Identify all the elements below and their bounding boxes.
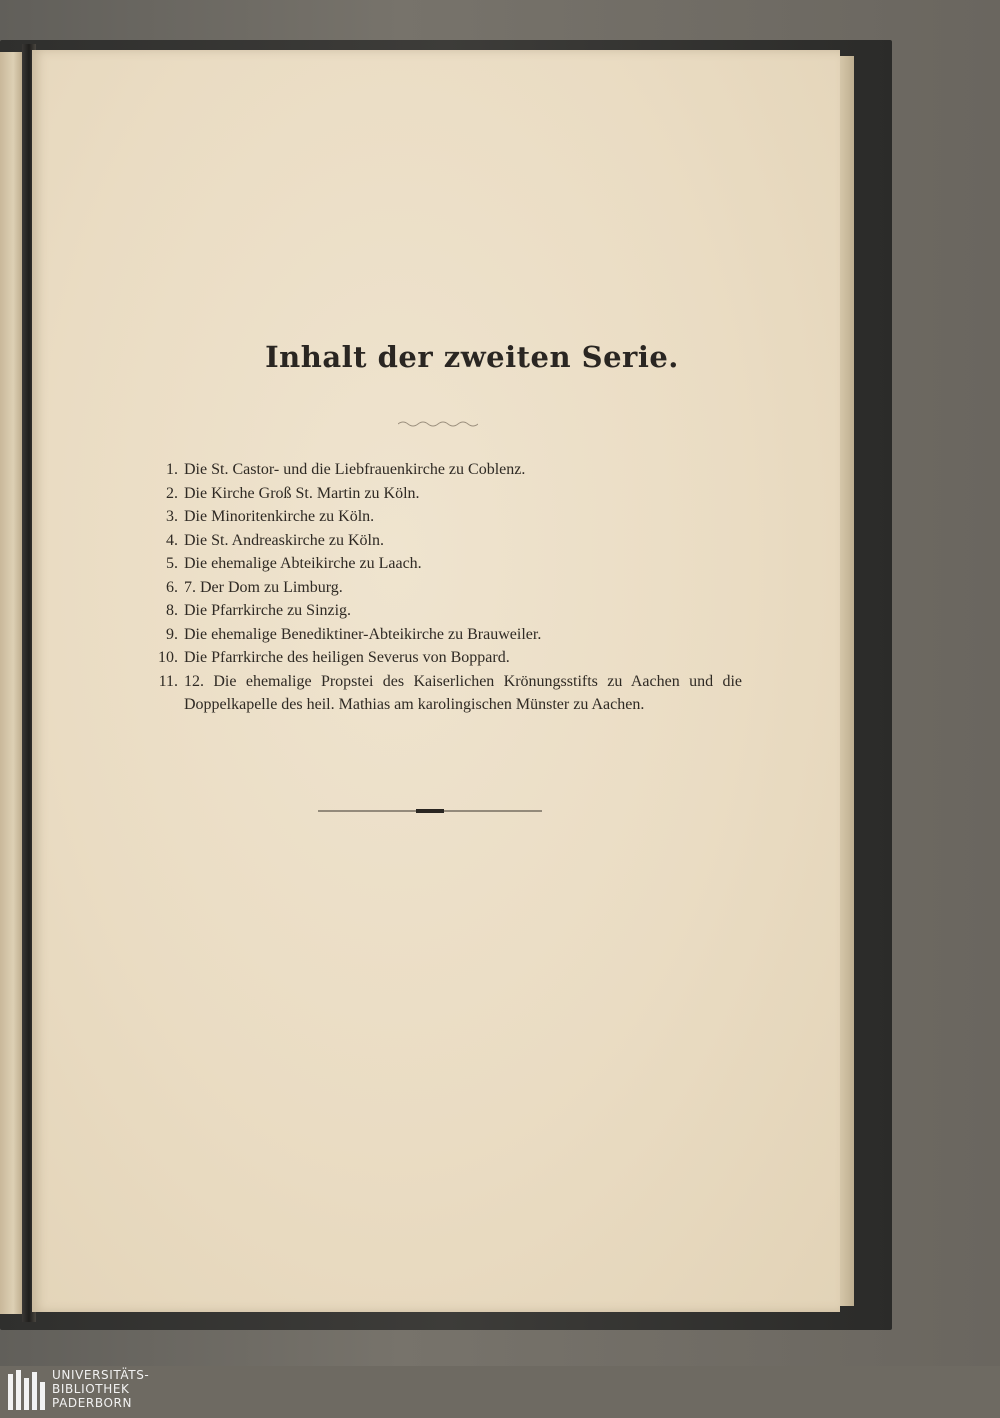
library-logo-line: UNIVERSITÄTS- (52, 1368, 150, 1382)
library-logo-icon (6, 1370, 48, 1414)
toc-entry-number: 3. (166, 508, 178, 525)
toc-entry-number: 8. (166, 602, 178, 619)
toc-entry (142, 458, 742, 482)
toc-entry-number: 2. (166, 484, 178, 502)
toc-entry (142, 670, 742, 716)
closing-rule-ornament (318, 808, 542, 814)
toc-entry-text: Die Pfarrkirche des heiligen Severus von Boppard. (184, 649, 510, 666)
toc-entry-text: Die ehemalige Benediktiner-Abteikirche zu Brauweiler. (184, 625, 542, 643)
library-logo-line: BIBLIOTHEK (52, 1382, 130, 1396)
toc-entry (142, 529, 742, 553)
toc-entry (142, 646, 742, 670)
toc-entry-text: Die Pfarrkirche zu Sinzig. (184, 602, 352, 619)
book-page (32, 50, 840, 1312)
toc-entry-text: Die St. Castor- und die Liebfrauenkirche zu Coblenz. (184, 461, 526, 478)
toc-entry (142, 552, 742, 576)
toc-entry-number: 4. (166, 531, 178, 549)
toc-entry-number: 5. (166, 555, 178, 572)
toc-entry-number: 6. (166, 578, 178, 596)
toc-entry-text: Die St. Andreaskirche zu Köln. (184, 531, 384, 549)
toc-entry (142, 576, 742, 600)
toc-entry-text: 7. Der Dom zu Limburg. (184, 578, 343, 596)
previous-page-edge (0, 52, 22, 1314)
page-title: Inhalt der zweiten Serie. (265, 340, 679, 374)
toc-entry (142, 505, 742, 529)
library-logo-text (52, 1368, 252, 1410)
ornament-squiggle (398, 418, 478, 430)
toc-entry-number: 10. (158, 649, 178, 666)
toc-entry-text: Die Kirche Groß St. Martin zu Köln. (184, 484, 420, 502)
toc-entry (142, 599, 742, 623)
toc-entry-text: 12. Die ehemalige Propstei des Kaiserlichen Krönungsstifts zu Aachen und die Doppelkapelle des heil. Mathias am karolingischen Münster zu Aachen. (184, 672, 742, 713)
library-logo-line: PADERBORN (52, 1396, 133, 1410)
table-of-contents (142, 458, 742, 716)
toc-entry (142, 482, 742, 506)
toc-entry-number: 9. (166, 625, 178, 643)
toc-entry-number: 11. (158, 672, 178, 690)
toc-entry (142, 623, 742, 647)
toc-entry-text: Die Minoritenkirche zu Köln. (184, 508, 375, 525)
toc-entry-text: Die ehemalige Abteikirche zu Laach. (184, 555, 422, 572)
toc-entry-number: 1. (166, 461, 178, 478)
